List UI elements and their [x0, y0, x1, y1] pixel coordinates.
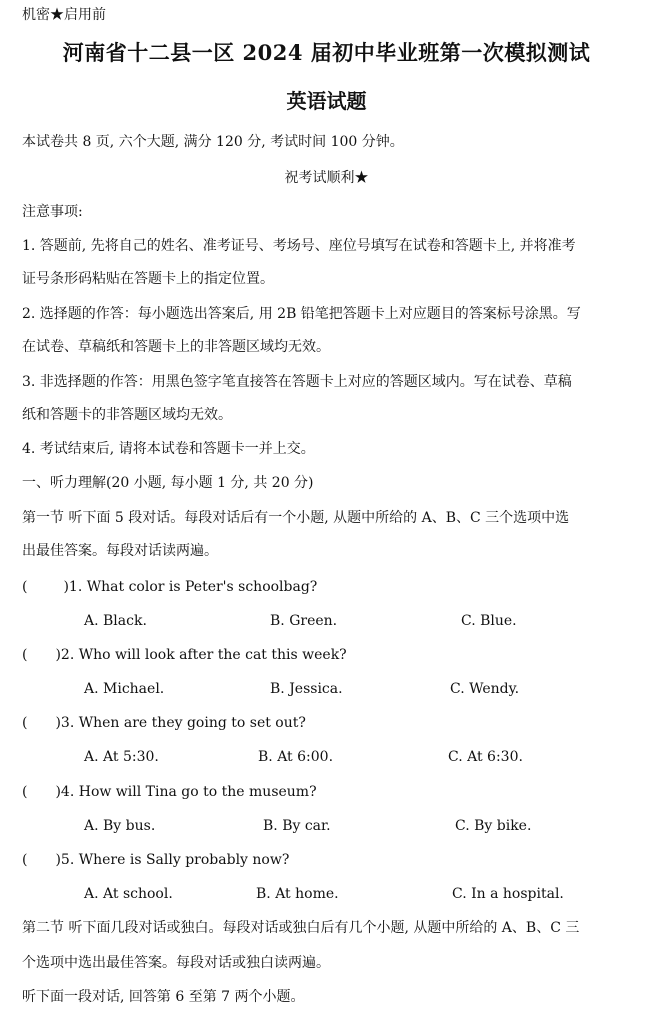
part1-instructions: 第一节 听下面 5 段对话。每段对话后有一个小题, 从题中所给的 A、B、C 三个选项中选 [22, 510, 570, 526]
exam-title: 河南省十二县一区 2024 届初中毕业班第一次模拟测试 [62, 40, 591, 65]
answer-bracket-open: ( [22, 647, 28, 663]
note-line: 2. 选择题的作答：每小题选出答案后, 用 2B 铅笔把答题卡上对应题目的答案标号涂黑。写 [22, 306, 581, 322]
option-c: C. By bike. [455, 818, 532, 834]
secret-mark: 机密★启用前 [22, 7, 106, 23]
exam-info: 本试卷共 8 页, 六个大题, 满分 120 分, 考试时间 100 分钟。 [22, 134, 404, 150]
answer-bracket-open: ( [22, 852, 28, 868]
question-5 [22, 851, 289, 869]
part2-instructions: 第二节 听下面几段对话或独白。每段对话或独白后有几个小题, 从题中所给的 A、B、C 三 [22, 920, 580, 936]
option-b: B. At 6:00. [258, 749, 334, 765]
note-line: 在试卷、草稿纸和答题卡上的非答题区域均无效。 [22, 339, 330, 355]
answer-bracket-open: ( [22, 784, 28, 800]
answer-bracket-open: ( [22, 579, 28, 595]
option-c: C. At 6:30. [448, 749, 523, 765]
question-text: )2. Who will look after the cat this week? [55, 647, 347, 663]
note-line: 1. 答题前, 先将自己的姓名、准考证号、考场号、座位号填写在试卷和答题卡上, 并将准考 [22, 238, 576, 254]
option-a: A. Michael. [84, 681, 165, 697]
answer-bracket-open: ( [22, 715, 28, 731]
question-1 [22, 578, 317, 596]
question-text: )5. Where is Sally probably now? [55, 852, 290, 868]
option-a: A. Black. [84, 613, 147, 629]
question-text: )1. What color is Peter's schoolbag? [63, 579, 318, 595]
question-2 [22, 646, 347, 664]
notes-heading: 注意事项: [22, 204, 83, 220]
dialogue-instruction: 听下面一段对话, 回答第 6 至第 7 两个小题。 [22, 989, 305, 1005]
exam-subtitle: 英语试题 [286, 89, 367, 113]
option-c: C. Blue. [461, 613, 517, 629]
option-a: A. By bus. [84, 818, 156, 834]
option-b: B. Jessica. [270, 681, 343, 697]
option-b: B. By car. [263, 818, 331, 834]
part2-instructions-cont: 个选项中选出最佳答案。每段对话或独白读两遍。 [22, 955, 330, 971]
note-line: 证号条形码粘贴在答题卡上的指定位置。 [22, 271, 274, 287]
section-heading: 一、听力理解(20 小题, 每小题 1 分, 共 20 分) [22, 475, 314, 491]
option-a: A. At school. [84, 886, 173, 902]
option-c: C. Wendy. [450, 681, 520, 697]
option-c: C. In a hospital. [452, 886, 564, 902]
option-b: B. Green. [270, 613, 338, 629]
question-text: )4. How will Tina go to the museum? [55, 784, 317, 800]
question-3 [22, 714, 306, 732]
good-luck-text: 祝考试顺利★ [284, 170, 369, 186]
question-4 [22, 783, 317, 801]
option-b: B. At home. [256, 886, 339, 902]
note-line: 4. 考试结束后, 请将本试卷和答题卡一并上交。 [22, 441, 315, 457]
option-a: A. At 5:30. [84, 749, 159, 765]
question-text: )3. When are they going to set out? [55, 715, 306, 731]
part1-instructions-cont: 出最佳答案。每段对话读两遍。 [22, 543, 218, 559]
note-line: 3. 非选择题的作答：用黑色签字笔直接答在答题卡上对应的答题区域内。写在试卷、草稿 [22, 374, 572, 390]
note-line: 纸和答题卡的非答题区域均无效。 [22, 407, 232, 423]
